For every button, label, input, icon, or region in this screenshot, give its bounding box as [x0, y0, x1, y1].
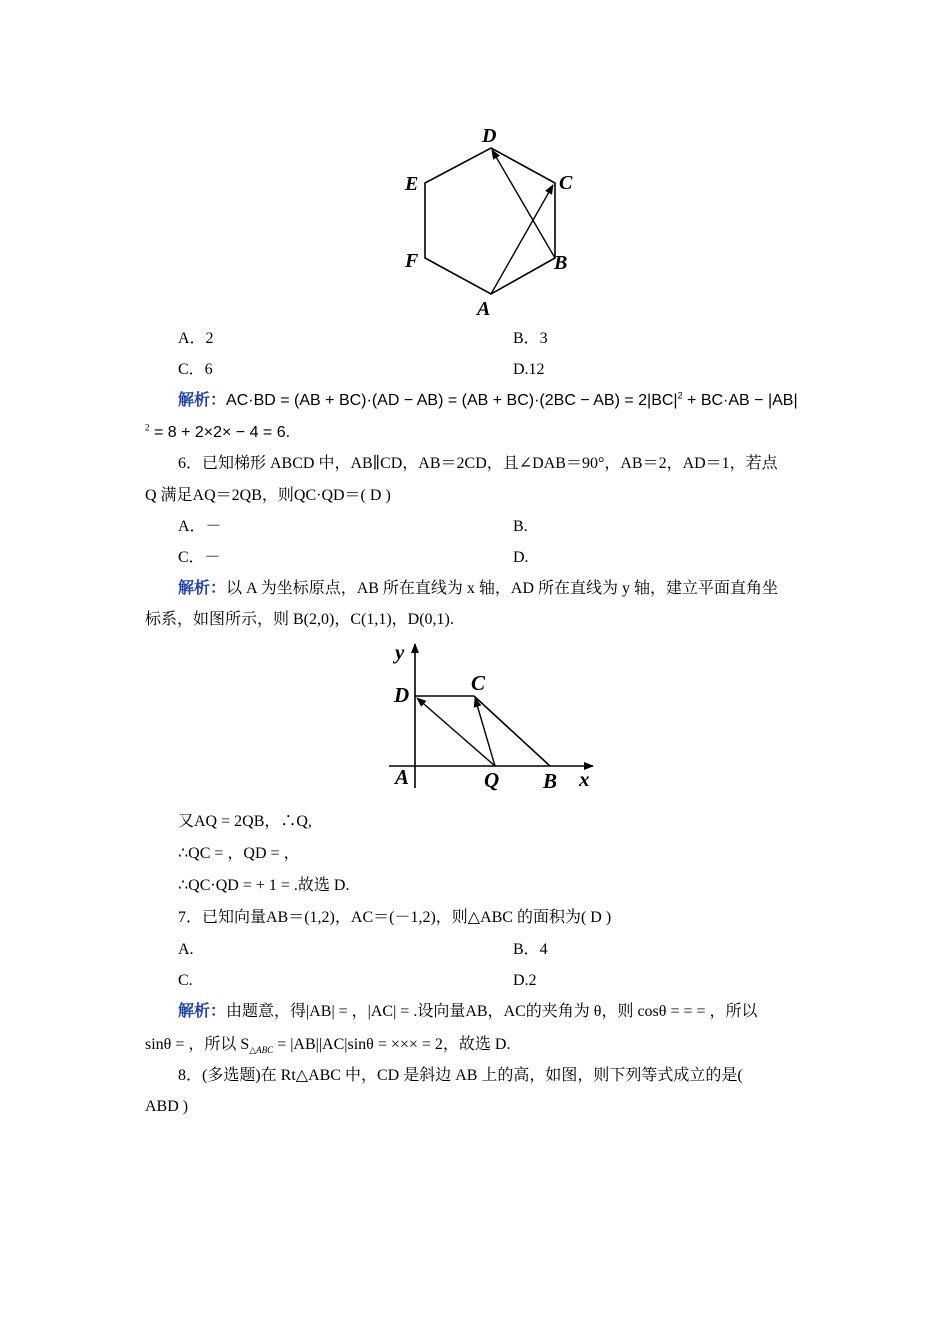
label-b: B — [543, 769, 558, 793]
hexagon-outline — [425, 148, 555, 294]
jiexi-label: 解析： — [178, 580, 227, 597]
q6-after-line2: ∴QC = ，QD = ， — [178, 845, 300, 862]
q7-explanation-line1 — [178, 1002, 758, 1022]
q7-explanation-line2 — [145, 1035, 511, 1055]
label-x: x — [579, 767, 590, 791]
q5-result: = 8 + 2×2× − 4 = 6. — [149, 424, 291, 441]
q6-stem-line2: Q 满足AQ＝2QB，则QC·QD＝( D ) — [145, 487, 391, 504]
q5-explanation-line1 — [178, 391, 798, 411]
label-b: B — [554, 252, 568, 274]
vector-qd — [417, 698, 495, 766]
label-q: Q — [484, 768, 500, 792]
label-a: A — [477, 298, 491, 320]
q6-option-a: A．－ — [178, 518, 222, 535]
q6-explanation-text: 以 A 为坐标原点，AB 所在直线为 x 轴，AD 所在直线为 y 轴，建立平面直角坐 — [226, 580, 779, 597]
q5-option-d: D.12 — [513, 361, 545, 378]
q5-exponent-2: 2 — [145, 422, 150, 433]
q6-after-line3: ∴QC·QD = + 1 = .故选 D. — [178, 877, 350, 894]
q6-option-d: D. — [513, 549, 529, 566]
hexagon-figure — [395, 118, 595, 322]
q6-explanation-line1 — [178, 579, 778, 599]
jiexi-label: 解析： — [178, 392, 227, 409]
q7-option-b: B．4 — [513, 941, 548, 958]
label-c: C — [471, 671, 486, 695]
q8-stem-line1: 8．(多选题)在 Rt△ABC 中，CD 是斜边 AB 上的高，如图，则下列等式成立的是( — [178, 1067, 743, 1084]
q7-explanation-2a: sinθ = ，所以 S — [145, 1036, 250, 1053]
q6-option-b: B. — [513, 518, 528, 535]
q6-explanation-line2: 标系，如图所示，则 B(2,0)，C(1,1)，D(0,1). — [145, 611, 454, 628]
q7-explanation-2b: = |AB||AC|sinθ = ××× = 2，故选 D. — [273, 1036, 511, 1053]
q7-option-a: A. — [178, 941, 194, 958]
q5-expr: AC·BD = (AB + BC)·(AD − AB) = (AB + BC)·(2BC − AB) = 2|BC| — [226, 392, 678, 409]
q7-stem: 7．已知向量AB＝(1,2)，AC＝(－1,2)，则△ABC 的面积为( D ) — [178, 909, 612, 926]
q6-stem-line1: 6．已知梯形 ABCD 中，AB∥CD，AB＝2CD，且∠DAB＝90°，AB＝2，AD＝1，若点 — [178, 455, 778, 472]
label-y: y — [395, 640, 405, 664]
q7-option-d: D.2 — [513, 972, 537, 989]
q7-subscript: △ABC — [249, 1045, 274, 1056]
q7-explanation-text: 由题意，得|AB| = ，|AC| = .设向量AB，AC的夹角为 θ，则 cosθ = = = ，所以 — [226, 1003, 758, 1020]
q7-option-c: C. — [178, 972, 193, 989]
label-a: A — [395, 765, 410, 789]
q5-option-b: B．3 — [513, 330, 548, 347]
label-f: F — [405, 250, 419, 272]
vector-qc — [475, 698, 495, 766]
q5-explanation-line2 — [145, 423, 290, 443]
q5-option-a: A．2 — [178, 330, 214, 347]
jiexi-label: 解析： — [178, 1003, 227, 1020]
label-e: E — [405, 173, 419, 195]
q5-expr-end: + BC·AB − |AB| — [682, 392, 798, 409]
q6-after-line1: 又AQ = 2QB，∴Q, — [178, 813, 312, 830]
label-d: D — [394, 683, 410, 707]
q5-exponent: 2 — [677, 390, 683, 401]
q5-option-c: C．6 — [178, 361, 213, 378]
label-c: C — [559, 172, 573, 194]
label-d: D — [482, 125, 497, 147]
coordinate-figure — [385, 638, 605, 798]
q6-option-c: C．－ — [178, 549, 221, 566]
q8-stem-line2: ABD ) — [145, 1098, 189, 1115]
